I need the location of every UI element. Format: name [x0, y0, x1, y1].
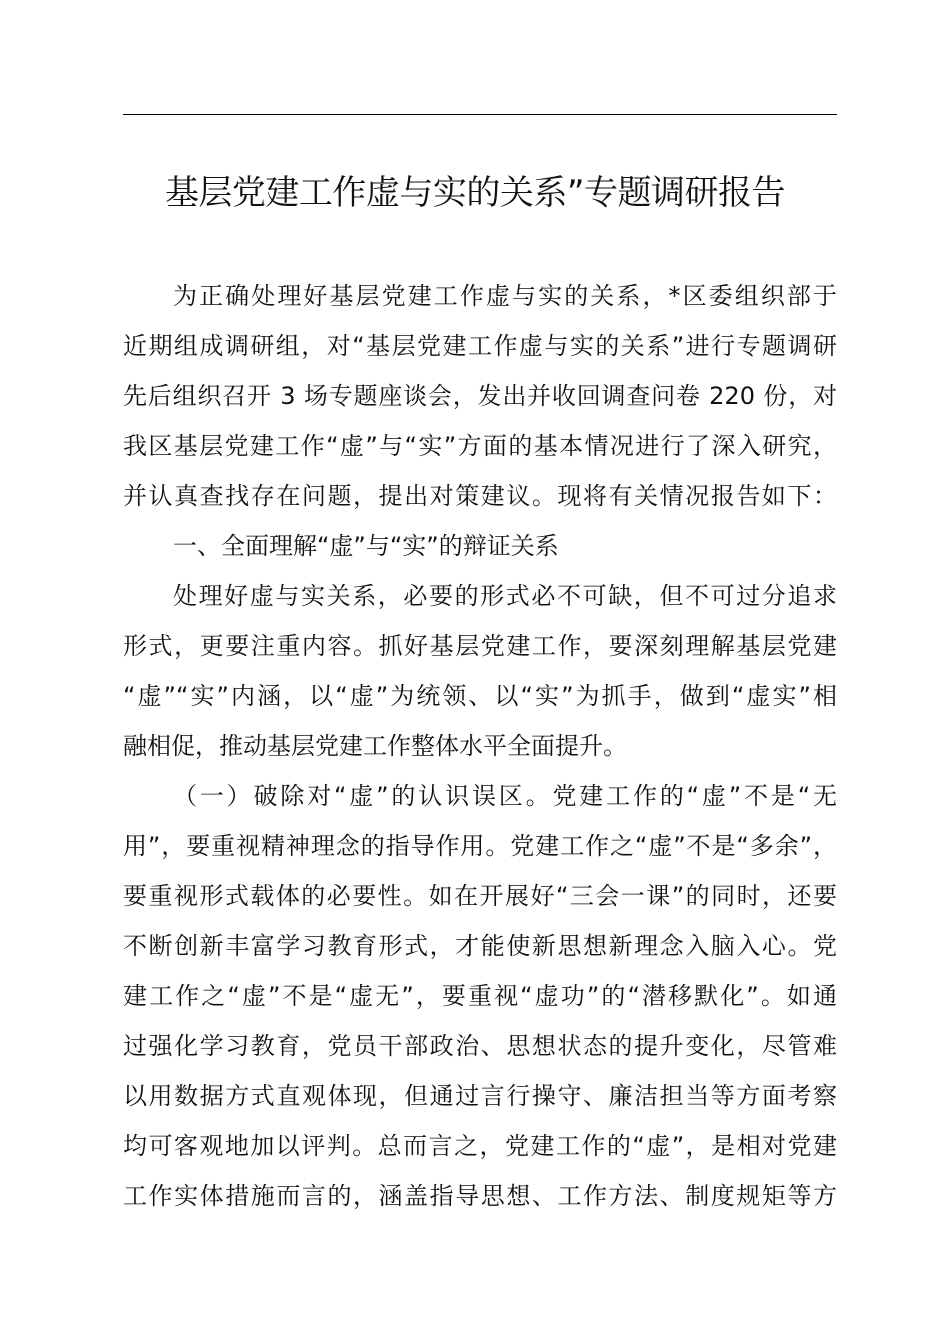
paragraph-line: 我区基层党建工作“虚”与“实”方面的基本情况进行了深入研究， [123, 432, 837, 460]
header-rule [123, 114, 837, 115]
paragraph-line: 先后组织召开 3 场专题座谈会，发出并收回调查问卷 220 份，对 [123, 382, 837, 410]
paragraph-line: 形式，更要注重内容。抓好基层党建工作，要深刻理解基层党建 [123, 632, 837, 660]
paragraph-line: 用”，要重视精神理念的指导作用。党建工作之“虚”不是“多余”， [123, 832, 837, 860]
paragraph-line: 过强化学习教育，党员干部政治、思想状态的提升变化，尽管难 [123, 1032, 837, 1060]
paragraph-line: 近期组成调研组，对“基层党建工作虚与实的关系”进行专题调研 [123, 332, 837, 360]
paragraph-line: 不断创新丰富学习教育形式，才能使新思想新理念入脑入心。党 [123, 932, 837, 960]
paragraph-line: 融相促，推动基层党建工作整体水平全面提升。 [123, 732, 627, 760]
paragraph-line: 为正确处理好基层党建工作虚与实的关系，*区委组织部于 [173, 282, 837, 310]
paragraph-line: 工作实体措施而言的，涵盖指导思想、工作方法、制度规矩等方 [123, 1182, 837, 1210]
paragraph-line: 并认真查找存在问题，提出对策建议。现将有关情况报告如下： [123, 482, 837, 510]
document-title: 基层党建工作虚与实的关系”专题调研报告 [164, 173, 786, 213]
paragraph-line: “虚”“实”内涵，以“虚”为统领、以“实”为抓手，做到“虚实”相 [123, 682, 837, 710]
section-heading: 一、全面理解“虚”与“实”的辩证关系 [173, 532, 559, 560]
paragraph-line: （一）破除对“虚”的认识误区。党建工作的“虚”不是“无 [173, 782, 837, 810]
paragraph-line: 以用数据方式直观体现，但通过言行操守、廉洁担当等方面考察 [123, 1082, 837, 1110]
paragraph-line: 处理好虚与实关系，必要的形式必不可缺，但不可过分追求 [173, 582, 837, 610]
paragraph-line: 建工作之“虚”不是“虚无”，要重视“虚功”的“潜移默化”。如通 [123, 982, 837, 1010]
paragraph-line: 要重视形式载体的必要性。如在开展好“三会一课”的同时，还要 [123, 882, 837, 910]
paragraph-line: 均可客观地加以评判。总而言之，党建工作的“虚”，是相对党建 [123, 1132, 837, 1160]
